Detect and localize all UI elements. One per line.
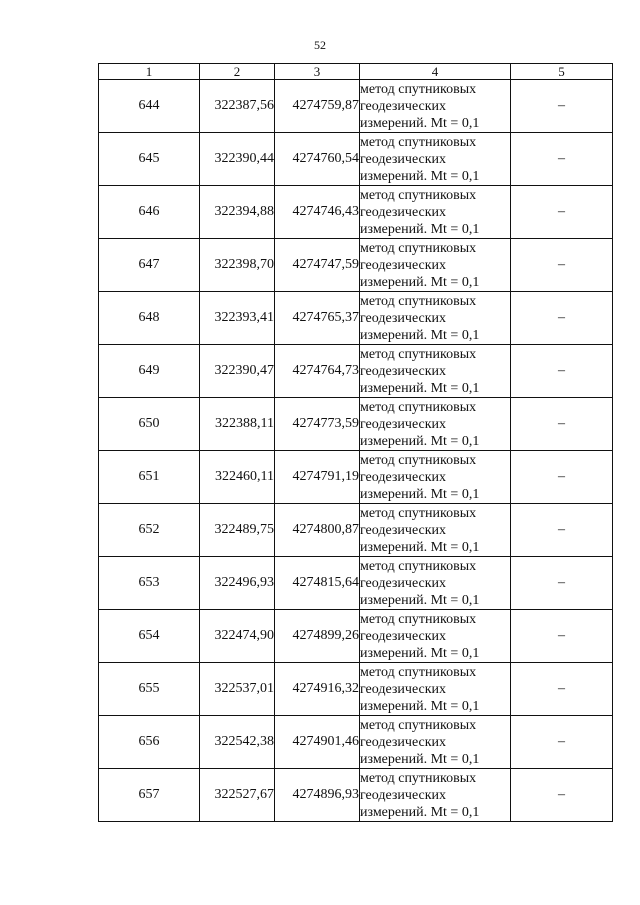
note-cell: –	[511, 716, 613, 769]
method-cell	[360, 451, 511, 504]
method-line: измерений. Mt = 0,1	[360, 804, 480, 820]
method-line: метод спутниковых	[360, 187, 477, 203]
note-cell: –	[511, 186, 613, 239]
x-coordinate-cell: 322460,11	[200, 451, 275, 504]
x-coordinate-cell: 322542,38	[200, 716, 275, 769]
table-row	[99, 186, 613, 239]
method-line: геодезических	[360, 469, 447, 485]
note-cell: –	[511, 345, 613, 398]
point-number-cell: 645	[99, 133, 200, 186]
y-coordinate-cell: 4274815,64	[275, 557, 360, 610]
table-row	[99, 610, 613, 663]
note-cell: –	[511, 239, 613, 292]
point-number-cell: 655	[99, 663, 200, 716]
table-body	[99, 64, 613, 822]
method-line: геодезических	[360, 787, 447, 803]
y-coordinate-cell: 4274760,54	[275, 133, 360, 186]
method-line: геодезических	[360, 522, 447, 538]
method-line: геодезических	[360, 416, 447, 432]
method-line: геодезических	[360, 734, 447, 750]
method-cell	[360, 80, 511, 133]
point-number-cell: 657	[99, 769, 200, 822]
method-line: измерений. Mt = 0,1	[360, 327, 480, 343]
table-row	[99, 292, 613, 345]
y-coordinate-cell: 4274773,59	[275, 398, 360, 451]
method-line: метод спутниковых	[360, 81, 477, 97]
table-row	[99, 557, 613, 610]
method-line: геодезических	[360, 363, 447, 379]
method-line: измерений. Mt = 0,1	[360, 486, 480, 502]
note-cell: –	[511, 504, 613, 557]
note-cell: –	[511, 557, 613, 610]
x-coordinate-cell: 322489,75	[200, 504, 275, 557]
method-line: геодезических	[360, 628, 447, 644]
method-line: метод спутниковых	[360, 770, 477, 786]
table-row	[99, 716, 613, 769]
method-line: измерений. Mt = 0,1	[360, 221, 480, 237]
method-line: измерений. Mt = 0,1	[360, 645, 480, 661]
point-number-cell: 646	[99, 186, 200, 239]
method-line: геодезических	[360, 98, 447, 114]
point-number-cell: 648	[99, 292, 200, 345]
column-number-row	[99, 64, 613, 80]
method-cell	[360, 292, 511, 345]
x-coordinate-cell: 322496,93	[200, 557, 275, 610]
method-line: метод спутниковых	[360, 664, 477, 680]
y-coordinate-cell: 4274901,46	[275, 716, 360, 769]
table-row	[99, 398, 613, 451]
method-line: метод спутниковых	[360, 717, 477, 733]
method-line: метод спутниковых	[360, 134, 477, 150]
x-coordinate-cell: 322394,88	[200, 186, 275, 239]
method-cell	[360, 133, 511, 186]
x-coordinate-cell: 322393,41	[200, 292, 275, 345]
point-number-cell: 644	[99, 80, 200, 133]
method-line: метод спутниковых	[360, 240, 477, 256]
point-number-cell: 656	[99, 716, 200, 769]
method-cell	[360, 398, 511, 451]
table-row	[99, 239, 613, 292]
note-cell: –	[511, 133, 613, 186]
method-line: геодезических	[360, 575, 447, 591]
method-line: геодезических	[360, 310, 447, 326]
method-line: измерений. Mt = 0,1	[360, 168, 480, 184]
y-coordinate-cell: 4274916,32	[275, 663, 360, 716]
column-header-5: 5	[511, 64, 613, 80]
y-coordinate-cell: 4274746,43	[275, 186, 360, 239]
method-line: измерений. Mt = 0,1	[360, 115, 480, 131]
method-line: измерений. Mt = 0,1	[360, 539, 480, 555]
y-coordinate-cell: 4274759,87	[275, 80, 360, 133]
x-coordinate-cell: 322537,01	[200, 663, 275, 716]
method-line: измерений. Mt = 0,1	[360, 751, 480, 767]
table-row	[99, 133, 613, 186]
method-line: метод спутниковых	[360, 558, 477, 574]
note-cell: –	[511, 80, 613, 133]
x-coordinate-cell: 322398,70	[200, 239, 275, 292]
method-cell	[360, 504, 511, 557]
table-row	[99, 769, 613, 822]
point-number-cell: 652	[99, 504, 200, 557]
x-coordinate-cell: 322527,67	[200, 769, 275, 822]
coordinates-table	[98, 63, 613, 822]
method-line: измерений. Mt = 0,1	[360, 274, 480, 290]
point-number-cell: 653	[99, 557, 200, 610]
method-cell	[360, 769, 511, 822]
method-cell	[360, 663, 511, 716]
note-cell: –	[511, 663, 613, 716]
table-row	[99, 504, 613, 557]
method-line: геодезических	[360, 151, 447, 167]
y-coordinate-cell: 4274899,26	[275, 610, 360, 663]
table-row	[99, 663, 613, 716]
method-line: геодезических	[360, 681, 447, 697]
note-cell: –	[511, 292, 613, 345]
note-cell: –	[511, 451, 613, 504]
column-header-2: 2	[200, 64, 275, 80]
method-cell	[360, 186, 511, 239]
method-line: метод спутниковых	[360, 505, 477, 521]
y-coordinate-cell: 4274747,59	[275, 239, 360, 292]
x-coordinate-cell: 322390,44	[200, 133, 275, 186]
y-coordinate-cell: 4274896,93	[275, 769, 360, 822]
method-line: метод спутниковых	[360, 611, 477, 627]
table-row	[99, 80, 613, 133]
point-number-cell: 650	[99, 398, 200, 451]
y-coordinate-cell: 4274791,19	[275, 451, 360, 504]
page-number: 52	[314, 38, 326, 52]
note-cell: –	[511, 398, 613, 451]
method-line: метод спутниковых	[360, 346, 477, 362]
point-number-cell: 649	[99, 345, 200, 398]
method-cell	[360, 345, 511, 398]
method-cell	[360, 716, 511, 769]
method-line: измерений. Mt = 0,1	[360, 698, 480, 714]
y-coordinate-cell: 4274764,73	[275, 345, 360, 398]
method-cell	[360, 610, 511, 663]
y-coordinate-cell: 4274800,87	[275, 504, 360, 557]
method-line: метод спутниковых	[360, 399, 477, 415]
point-number-cell: 651	[99, 451, 200, 504]
table-row	[99, 345, 613, 398]
table-row	[99, 451, 613, 504]
point-number-cell: 654	[99, 610, 200, 663]
method-cell	[360, 239, 511, 292]
x-coordinate-cell: 322474,90	[200, 610, 275, 663]
method-line: измерений. Mt = 0,1	[360, 592, 480, 608]
column-header-3: 3	[275, 64, 360, 80]
method-line: метод спутниковых	[360, 452, 477, 468]
method-cell	[360, 557, 511, 610]
column-header-1: 1	[99, 64, 200, 80]
x-coordinate-cell: 322388,11	[200, 398, 275, 451]
point-number-cell: 647	[99, 239, 200, 292]
method-line: геодезических	[360, 204, 447, 220]
note-cell: –	[511, 610, 613, 663]
method-line: измерений. Mt = 0,1	[360, 433, 480, 449]
method-line: измерений. Mt = 0,1	[360, 380, 480, 396]
method-line: метод спутниковых	[360, 293, 477, 309]
note-cell: –	[511, 769, 613, 822]
y-coordinate-cell: 4274765,37	[275, 292, 360, 345]
column-header-4: 4	[360, 64, 511, 80]
method-line: геодезических	[360, 257, 447, 273]
x-coordinate-cell: 322387,56	[200, 80, 275, 133]
x-coordinate-cell: 322390,47	[200, 345, 275, 398]
